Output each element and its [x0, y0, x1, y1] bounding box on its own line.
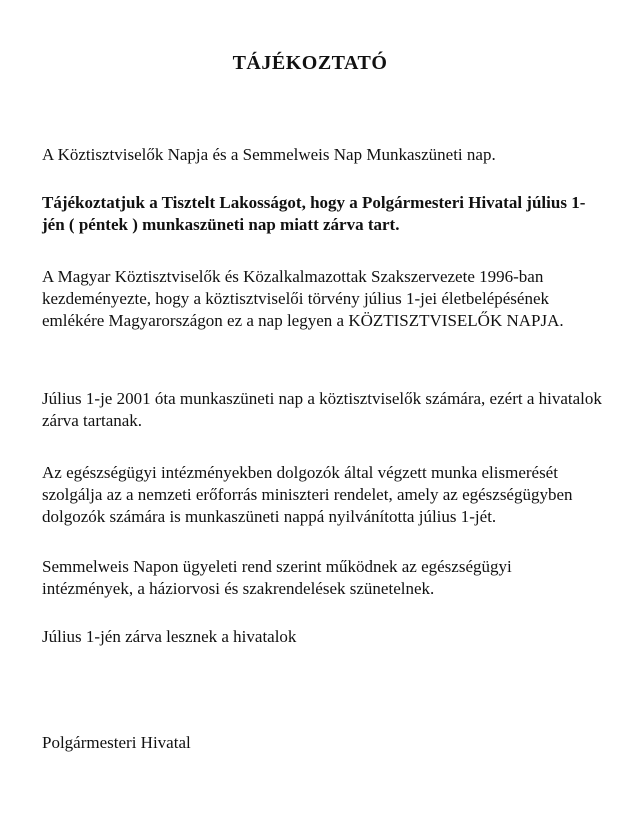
notice-paragraph: Tájékoztatjuk a Tisztelt Lakosságot, hogy a Polgármesteri Hivatal július 1-jén ( péntek ) munkaszüneti nap miatt zárva tart.	[42, 193, 586, 234]
healthcare-paragraph: Az egészségügyi intézményekben dolgozók által végzett munka elismerését szolgálja az a nemzeti erőforrás miniszteri rendelet, amely az egészségügyben dolgozók számára is munkaszüneti nappá nyilvánította július 1-jét.	[42, 463, 573, 526]
signature: Polgármesteri Hivatal	[42, 733, 191, 752]
closure-paragraph: Július 1-jén zárva lesznek a hivatalok	[42, 627, 297, 646]
semmelweis-paragraph: Semmelweis Napon ügyeleti rend szerint működnek az egészségügyi intézmények, a háziorvosi és szakrendelések szünetelnek.	[42, 557, 512, 598]
document-title: TÁJÉKOZTATÓ	[232, 52, 388, 74]
intro-paragraph: A Köztisztviselők Napja és a Semmelweis Nap Munkaszüneti nap.	[42, 145, 496, 164]
holiday-paragraph: Július 1-je 2001 óta munkaszüneti nap a köztisztviselők számára, ezért a hivatalok zárva tartanak.	[42, 389, 602, 430]
history-paragraph: A Magyar Köztisztviselők és Közalkalmazottak Szakszervezete 1996-ban kezdeményezte, hogy a köztisztviselői törvény július 1-jei életbelépésének emlékére Magyarországon ez a nap legyen a KÖZTISZTVISELŐK NAPJA.	[42, 267, 564, 330]
